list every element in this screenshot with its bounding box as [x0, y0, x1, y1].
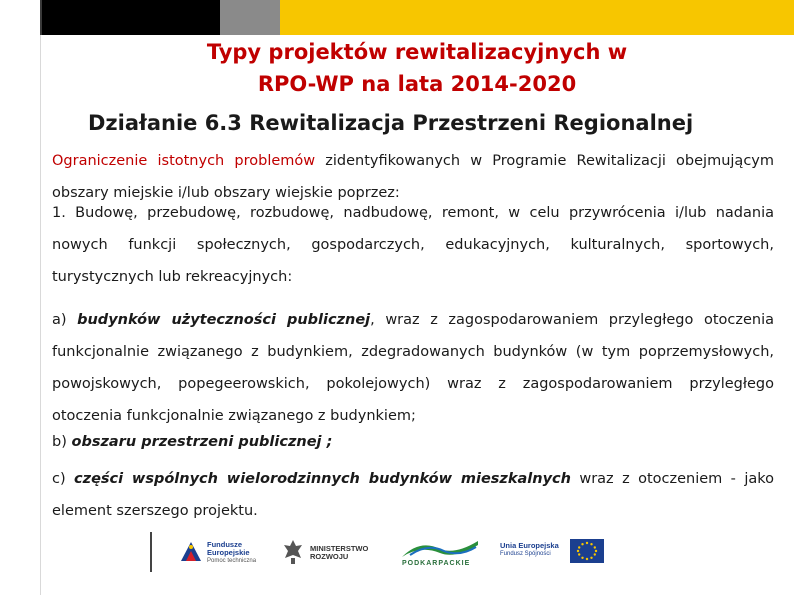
fundusze-europejskie-logo: [178, 535, 260, 569]
pk-text: PODKARPACKIE: [402, 560, 471, 567]
title-line-2: RPO-WP na lata 2014-2020: [257, 72, 577, 96]
item-a-text: , wraz z zagospodarowaniem przyległego otoczenia funkcjonalnie związanego z budynkiem, zdegradowanych budynków (w tym poprzemysłowych, powojskowych, popegeerowskich, pokolejowych) wraz z zagospodarowaniem przyległego otoczenia funkcjonalnie związanego z budynkiem;: [52, 312, 774, 424]
eagle-emblem-icon: [282, 538, 304, 566]
ue-line-2: Fundusz Spójności: [500, 551, 551, 557]
eu-flag-icon: [570, 539, 604, 563]
podkarpackie-logo: [400, 535, 482, 569]
paragraph-item-a: [52, 304, 774, 432]
ue-line-1: Unia Europejska: [500, 541, 559, 550]
item-a-emphasis: budynków użyteczności publicznej: [77, 312, 371, 328]
fe-line-1: Fundusze: [207, 540, 242, 549]
title-line-1: Typy projektów rewitalizacyjnych w: [206, 40, 628, 64]
item-b-emphasis: obszaru przestrzeni publicznej ;: [71, 434, 333, 450]
left-margin-line: [40, 35, 41, 595]
fe-line-2: Europejskie: [207, 548, 250, 557]
item-c-text: wraz z otoczeniem - jako element szerszego projektu.: [52, 471, 774, 519]
bar-segment-yellow: [280, 0, 794, 35]
paragraph-item-1: 1. Budowę, przebudowę, rozbudowę, nadbudowę, remont, w celu przywrócenia i/lub nadania nowych funkcji społecznych, gospodarczych, edukacyjnych, kulturalnych, sportowych, turystycznych lub rekreacyjnych:: [52, 205, 774, 285]
paragraph-item-c: [52, 463, 774, 527]
item-c-prefix: c): [52, 471, 75, 487]
fe-star-icon: [178, 539, 204, 565]
intro-text: zidentyfikowanych w Programie Rewitalizacji obejmującym obszary miejskie i/lub obszary wiejskie poprzez:: [52, 153, 774, 201]
footer-divider: [150, 532, 152, 572]
top-decorative-bar: [0, 0, 794, 35]
intro-highlight: Ograniczenie istotnych problemów: [52, 153, 316, 169]
ministerstwo-rozwoju-logo: [280, 535, 380, 569]
bar-segment-gray: [220, 0, 280, 35]
fe-line-3: Pomoc techniczna: [207, 558, 257, 564]
mr-line-1: MINISTERSTWO: [310, 544, 369, 553]
item-b-prefix: b): [52, 434, 72, 450]
unia-europejska-logo: [500, 535, 606, 569]
mountains-icon: [400, 535, 480, 559]
paragraph-item-b: [52, 426, 774, 458]
bar-segment-black: [42, 0, 220, 35]
bar-segment-white: [0, 0, 40, 35]
mr-line-2: ROZWOJU: [310, 552, 349, 561]
item-a-prefix: a): [52, 312, 78, 328]
title-line-3: Działanie 6.3 Rewitalizacja Przestrzeni Regionalnej: [88, 111, 694, 135]
item-c-emphasis: części wspólnych wielorodzinnych budynków mieszkalnych: [74, 471, 571, 487]
